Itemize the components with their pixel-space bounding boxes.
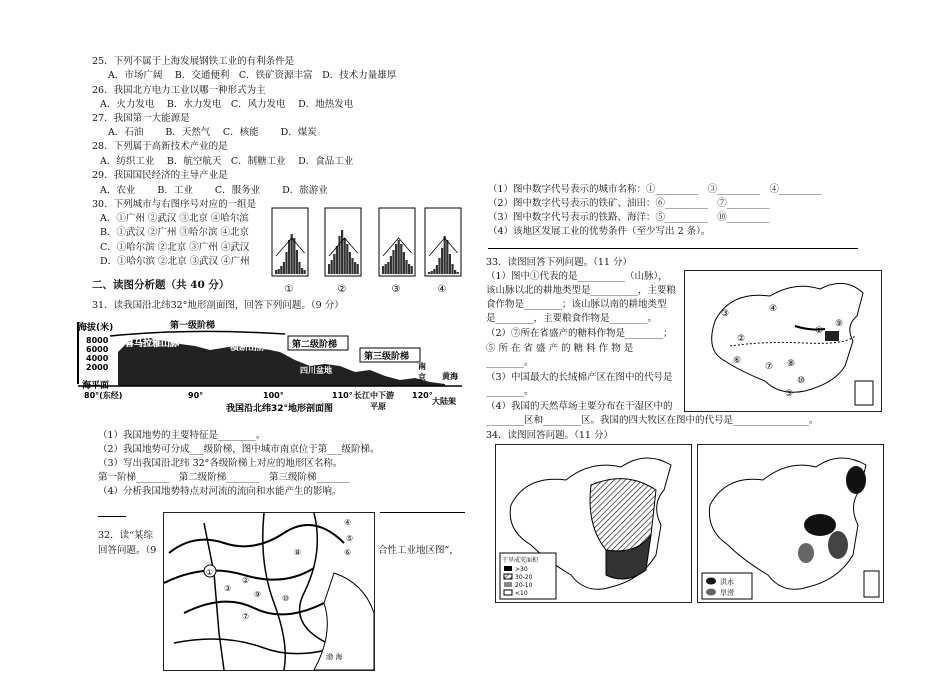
drought-map-svg	[496, 445, 691, 602]
map32-label-5: ⑤	[346, 534, 354, 543]
climate-chart-bar	[411, 266, 413, 274]
profile-step1-label: 第一级阶梯	[170, 321, 216, 331]
q33-line11: ________区和________区。我国的四大牧区在图中的代号是________________。	[486, 415, 819, 426]
climate-chart-bar	[387, 262, 389, 274]
flood-legend-swatch-drought	[706, 589, 716, 596]
climate-chart-bar	[405, 260, 407, 274]
profile-x-80: 80°(东经)	[84, 391, 123, 400]
climate-chart-bar	[382, 266, 384, 274]
map32-sea-label: 渤 海	[326, 653, 343, 661]
climate-chart-bar	[438, 258, 440, 274]
terrain-profile	[70, 316, 470, 416]
climate-chart-bar	[298, 262, 300, 274]
climate-charts-svg	[268, 206, 468, 296]
q33-line2: 该山脉以北的耕地类型是__________，主要粮	[486, 285, 677, 296]
map32-label-6: ⑥	[344, 548, 352, 557]
map32-label-1: ①	[206, 568, 214, 577]
q29-options: A．农业 B．工业 C．服务业 D．旅游业	[100, 185, 328, 196]
climate-chart-bar	[301, 268, 303, 274]
q30-option-b: B．①武汉 ②广州 ③哈尔滨 ④北京	[100, 227, 250, 238]
legend-label-1: >30	[515, 566, 528, 573]
q31-stem: 31．读我国沿北纬32°地形剖面图，回答下列问题。（9 分）	[92, 300, 344, 311]
profile-tick-2000: 2000	[86, 363, 109, 372]
climate-chart-bar	[341, 230, 343, 274]
profile-tick-4000: 4000	[86, 354, 109, 363]
climate-chart-bar	[296, 250, 298, 274]
climate-chart-bar	[328, 264, 330, 274]
q33-line1: （1）图中①代表的是__________（山脉），	[486, 271, 668, 282]
map32-label-8: ⑧	[294, 548, 302, 557]
q27-stem: 27．我国第一大能源是	[92, 113, 190, 124]
profile-hengduan-label: 横断山脉	[230, 343, 267, 353]
flood-legend-swatch-flood	[706, 578, 716, 585]
climate-chart-bar	[403, 252, 405, 274]
q33-inset-box	[855, 381, 873, 405]
q30-stem: 30．下列城市与右图序号对应的一组是	[92, 199, 257, 210]
q33-map-label-1: ①	[815, 326, 824, 336]
climate-chart-bar	[357, 264, 359, 274]
q33-map-label-5: ⑤	[785, 389, 794, 399]
q28-options: A．纺织工业 B．航空航天 C．制糖工业 D．食品工业	[100, 156, 354, 167]
q31-answer-line-right	[380, 512, 465, 513]
climate-chart-bar	[304, 270, 306, 274]
q29-stem: 29．我国国民经济的主导产业是	[92, 170, 228, 181]
profile-continent-label: 大陆架	[432, 397, 456, 406]
climate-chart-bar	[431, 271, 433, 274]
q27-options: A．石油 B．天然气 C．核能 D．煤炭	[108, 127, 317, 138]
industrial-region-map-svg	[164, 513, 374, 670]
profile-sea-level: 海平面	[82, 381, 110, 391]
flood-zone-1	[846, 466, 866, 494]
climate-chart-bar	[446, 240, 448, 274]
china-map-q33-svg	[685, 271, 881, 411]
q31-sub3: （3）写出我国沿北纬 32°各级阶梯上对应的地形区名称。	[98, 458, 343, 469]
profile-x-120: 120°	[412, 391, 433, 400]
climate-chart-bar	[390, 256, 392, 274]
climate-chart-bar	[336, 246, 338, 274]
climate-chart-bar	[436, 265, 438, 274]
climate-chart-bar	[454, 270, 456, 274]
q33-map-label-2: ②	[737, 334, 746, 344]
climate-chart-bar	[451, 264, 453, 274]
legend-swatch-3	[504, 582, 512, 587]
profile-x-110: 110°	[332, 391, 353, 400]
q33-map-label-3: ③	[721, 309, 730, 319]
q26-stem: 26．我国北方电力工业以哪一种形式为主	[92, 85, 266, 96]
drought-legend-title: 干旱成灾面积	[502, 557, 539, 564]
q33-map-label-4a: ④	[769, 304, 778, 314]
climate-chart-bar	[293, 238, 295, 274]
q31-sub1: （1）我国地势的主要特征是________。	[98, 430, 266, 441]
q33-line4: 是________，主要粮食作物是________。	[486, 313, 658, 324]
climate-chart-bar	[444, 236, 446, 274]
flood-inset-box	[864, 571, 879, 597]
climate-chart-bar	[398, 240, 400, 274]
climate-chart-bar	[291, 234, 293, 274]
q31-answer-line-left	[98, 516, 126, 517]
climate-chart-bar	[449, 254, 451, 274]
climate-chart-group	[272, 208, 461, 276]
profile-step2-label: 第二级阶梯	[292, 340, 338, 350]
map32-label-4: ④	[344, 518, 352, 527]
section2-title: 二、读图分析题（共 40 分）	[92, 279, 230, 291]
climate-chart-label-2: ②	[337, 284, 347, 295]
drought-map	[495, 444, 692, 603]
climate-chart-bar	[344, 238, 346, 274]
map32-label-9: ⑨	[254, 590, 262, 599]
flood-zone-3	[828, 531, 848, 559]
q33-map-label-7: ⑦	[765, 362, 774, 372]
profile-y-axis-label: 海拔(米)	[78, 323, 114, 333]
climate-chart-label-4: ④	[437, 284, 447, 295]
climate-chart-bar	[457, 272, 459, 274]
flood-legend-drought: 旱涝	[720, 589, 734, 597]
climate-chart-label-1: ①	[284, 284, 294, 295]
profile-tick-6000: 6000	[86, 345, 109, 354]
profile-title: 我国沿北纬32°地形剖面图	[226, 404, 334, 414]
q33-map-label-6: ⑥	[733, 356, 742, 366]
q32-stem-part3: 合性工业地区图”，	[378, 545, 459, 556]
china-map-q33	[684, 270, 882, 412]
railway-5	[263, 513, 286, 670]
legend-swatch-2	[504, 574, 512, 579]
climate-chart-bar	[346, 244, 348, 274]
q32-sub4: （4）该地区发展工业的优势条件（至少写出 2 条）。	[488, 226, 711, 237]
q32-sub1: （1）图中数字代号表示的城市名称：①_________ ③_________ ④_________	[488, 184, 822, 195]
climate-chart-bar	[285, 252, 287, 274]
bohai-sea	[314, 573, 374, 670]
railway-4	[204, 523, 224, 670]
flood-zone-4	[798, 543, 814, 563]
q32-stem-part1: 32．读“某综	[98, 530, 153, 541]
q31-sub4: （4）分析我国地势特点对河流的流向和水能产生的影响。	[98, 486, 342, 497]
railway-3	[184, 602, 324, 615]
climate-chart-bar	[283, 262, 285, 274]
climate-chart-bar	[392, 250, 394, 274]
map32-label-2: ②	[242, 576, 250, 585]
climate-chart-bar	[278, 269, 280, 274]
profile-nan-label: 南	[418, 362, 426, 371]
climate-chart-bar	[275, 270, 277, 274]
climate-chart-label-3: ③	[391, 284, 401, 295]
q28-stem: 28．下列属于高新技术产业的是	[92, 141, 228, 152]
map32-label-3: ③	[224, 584, 232, 593]
legend-label-2: 30-20	[515, 574, 533, 581]
climate-chart-bar	[408, 264, 410, 274]
profile-yellow-sea-label: 黄海	[442, 372, 458, 381]
q33-line3: 食作物是________；该山脉以南的耕地类型	[486, 299, 667, 310]
climate-chart-bar	[333, 254, 335, 274]
legend-swatch-4	[504, 590, 512, 595]
climate-chart-bar	[280, 266, 282, 274]
climate-chart-bar	[349, 252, 351, 274]
profile-x-90: 90°	[188, 391, 204, 400]
q32-sub2: （2）图中数字代号表示的铁矿、油田：⑥_________ ⑦_________	[488, 198, 770, 209]
climate-chart-bar	[351, 258, 353, 274]
q32-answer-line	[488, 248, 858, 249]
map32-label-10: ⑩	[282, 594, 290, 603]
industrial-region-map	[163, 512, 375, 671]
q33-line6: ⑤ 所 在 省 盛 产 的 糖 料 作 物 是	[486, 343, 634, 354]
q33-map-label-10: ⑩	[797, 376, 806, 386]
q30-option-c: C．①哈尔滨 ②北京 ③广州 ④武汉	[100, 242, 250, 253]
q32-sub3: （3）图中数字代号表示的铁路、海洋：⑤_________ ⑩_________	[488, 212, 770, 223]
q31-sub2: （2）我国地势可分成___级阶梯，图中城市南京位于第___级阶梯。	[98, 444, 380, 455]
profile-jing-label: 京	[418, 373, 426, 382]
profile-himalaya-label: 喜马拉雅山脉	[125, 339, 180, 349]
flood-map-svg	[698, 445, 883, 602]
profile-x-100: 100°	[263, 391, 284, 400]
legend-label-3: 20-10	[515, 582, 533, 589]
climate-charts	[268, 206, 468, 296]
profile-changjiang-label: 长江中下游	[354, 391, 394, 400]
profile-tick-8000: 8000	[86, 336, 109, 345]
climate-chart-bar	[338, 236, 340, 274]
climate-chart-bar	[433, 269, 435, 274]
q25-options: A．市场广阔 B．交通便利 C．铁矿资源丰富 D．技术力量雄厚	[108, 70, 397, 81]
railway-2	[164, 568, 314, 583]
q32-stem-part2: 回答问题。（9	[98, 545, 157, 556]
climate-chart-bar	[395, 244, 397, 274]
climate-chart-bar	[354, 262, 356, 274]
q33-line9: ________。	[486, 386, 534, 397]
q33-stem: 33．读图回答下列问题。（11 分）	[486, 257, 632, 268]
flood-zone-2	[804, 514, 836, 536]
climate-chart-bar	[331, 260, 333, 274]
q34-stem: 34．读图回答问题。（11 分）	[486, 430, 613, 441]
q33-shaded-region	[825, 331, 839, 341]
flood-legend-flood: 洪水	[720, 578, 734, 586]
q33-line7: ________。	[486, 357, 534, 368]
profile-plain-label: 平原	[370, 402, 386, 411]
q31-sub3-blanks: 第一阶梯_______ 第二级阶梯_______ 第三级阶梯_______	[98, 472, 350, 483]
q33-map-label-8: ⑧	[787, 359, 796, 369]
flood-map	[697, 444, 884, 603]
q30-option-a: A．①广州 ②武汉 ③北京 ④哈尔滨	[100, 213, 249, 224]
legend-swatch-1	[504, 566, 512, 571]
china-outline-q33	[712, 283, 863, 392]
map32-label-7: ⑦	[242, 612, 250, 621]
profile-sichuan-label: 四川盆地	[300, 366, 332, 375]
climate-chart-bar	[400, 244, 402, 274]
terrain-profile-svg	[70, 316, 470, 416]
china-outline-flood	[709, 458, 866, 589]
climate-chart-bar	[441, 248, 443, 274]
q26-options: A．火力发电 B．水力发电 C．风力发电 D．地热发电	[100, 99, 354, 110]
q33-line5: （2）⑦所在省盛产的糖料作物是________；	[486, 328, 673, 339]
q33-map-label-9: ⑨	[835, 319, 844, 329]
climate-chart-bar	[288, 240, 290, 274]
q33-line8: （3）中国最大的长绒棉产区在图中的代号是	[486, 372, 673, 383]
q25-stem: 25．下列不属于上海发展钢铁工业的有利条件是	[92, 56, 295, 67]
step1-brace	[110, 331, 285, 336]
q33-line10: （4）我国的天然草场主要分布在干湿区中的	[486, 401, 673, 412]
climate-chart-bar	[385, 264, 387, 274]
legend-label-4: <10	[515, 590, 528, 597]
climate-chart-bar	[428, 272, 430, 274]
profile-step3-label: 第三级阶梯	[364, 352, 410, 362]
q30-option-d: D．①哈尔滨 ②北京 ③武汉 ④广州	[100, 256, 250, 267]
